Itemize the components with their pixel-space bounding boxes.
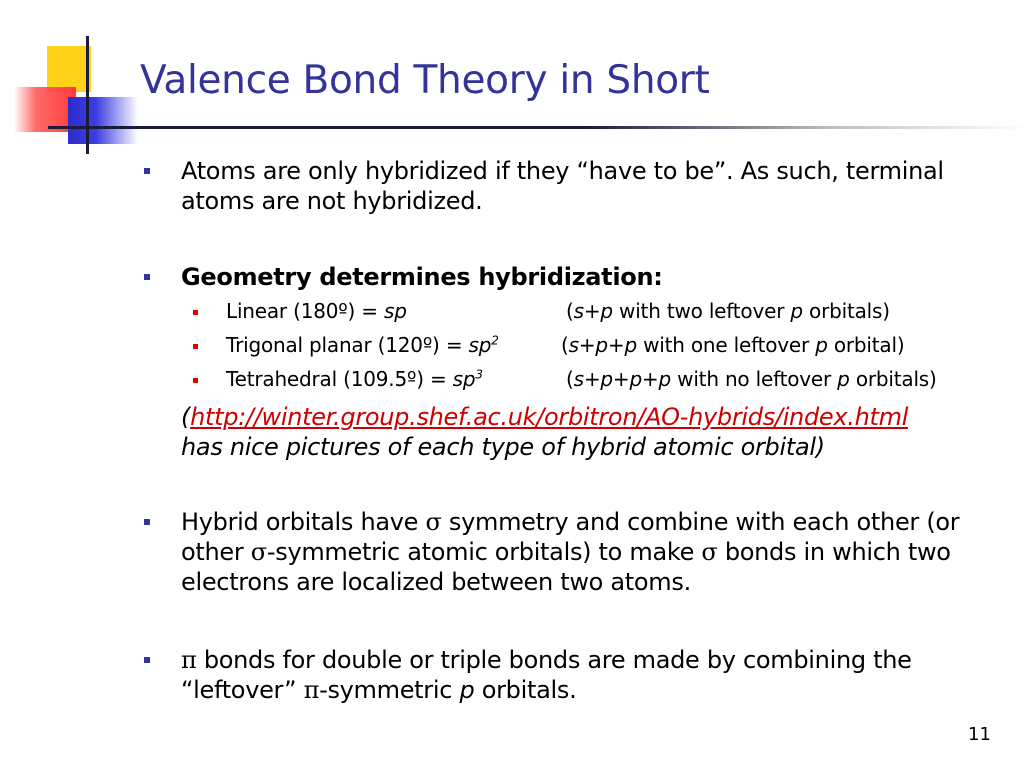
pi-symbol: π [181,646,197,674]
text-span: -symmetric atomic orbitals) to make [266,538,702,566]
logo-vertical-line [86,36,89,154]
orbital-description: (s+p with two leftover p orbitals) [566,299,890,323]
bullet-text-line: Atoms are only hybridized if they “have to be”. As such, terminal [181,157,944,185]
logo-blue-square [68,97,138,144]
sub-bullet-linear [226,298,890,324]
hybrid-label: sp [452,367,476,391]
bullet-text-line [181,675,1017,705]
logo-yellow-square [47,46,91,92]
geometry-label: Trigonal planar (120º) = [226,333,469,357]
bullet-marker [144,519,150,525]
text-span: other [181,538,251,566]
sub-bullet-tetrahedral [226,366,937,392]
text-span: “leftover” [181,676,304,704]
text-span: -symmetric [319,676,460,704]
bullet-text-sigma-bonds [181,507,1017,597]
text-span: orbitals. [474,676,577,704]
orbital-text: with no leftover [671,367,838,391]
bullet-text-hybridization-rule [181,156,1017,216]
orbital-p: p [837,367,850,391]
reference-note [181,402,908,462]
bullet-text-line [181,537,1017,567]
hybrid-label: sp [468,333,492,357]
sub-bullet-marker [193,310,198,315]
bullet-text-line [181,645,1017,675]
bullet-marker [144,274,150,280]
page-number: 11 [968,724,991,745]
hybrid-label: sp [384,299,407,323]
orbital-description: (s+p+p with one leftover p orbital) [561,333,905,357]
slide-title: Valence Bond Theory in Short [140,58,710,103]
sub-bullet-marker [193,344,198,349]
geometry-label: Linear (180º) = [226,299,384,323]
sub-bullet-marker [193,378,198,383]
orbital-tail: orbitals) [802,299,890,323]
sigma-symbol: σ [250,538,267,566]
bullet-text-pi-bonds [181,645,1017,705]
bullet-marker [144,657,150,663]
text-p-italic: p [459,676,475,704]
orbital-tail: orbitals) [849,367,937,391]
bullet-text-line [181,507,1017,537]
pi-symbol: π [303,676,320,704]
text-span: bonds for double or triple bonds are made by combining the [196,646,912,674]
orbitron-link[interactable]: http://winter.group.shef.ac.uk/orbitron/AO-hybrids/index.html [190,403,909,431]
open-paren: ( [181,403,191,431]
orbital-text: with one leftover [636,333,816,357]
orbital-p: p [790,299,803,323]
bullet-marker [144,168,150,174]
text-span: Hybrid orbitals have [181,508,426,536]
text-span: symmetry and combine with each other (or [441,508,960,536]
orbital-tail: orbital) [827,333,905,357]
geometry-label: Tetrahedral (109.5º) = [226,367,453,391]
reference-note-text: has nice pictures of each type of hybrid atomic orbital) [181,433,825,461]
sigma-symbol: σ [425,508,442,536]
orbital-description: (s+p+p+p with no leftover p orbitals) [566,367,937,391]
slide-logo-decoration [0,0,150,160]
orbital-combination: s+p+p+p [573,367,671,391]
sub-bullet-trigonal [226,332,905,358]
orbital-combination: s+p+p [568,333,637,357]
reference-link-line [181,402,908,432]
hybrid-superscript: 3 [475,367,483,382]
bullet-text-line: electrons are localized between two atoms. [181,568,691,596]
orbital-combination: s+p [573,299,613,323]
orbital-text: with two leftover [612,299,791,323]
bullet-heading-geometry [181,262,1017,292]
orbital-p: p [815,333,828,357]
hybrid-superscript: 2 [491,333,499,348]
text-span: bonds in which two [717,538,951,566]
sigma-symbol: σ [701,538,718,566]
title-underline [48,126,1024,129]
geometry-heading-text: Geometry determines hybridization: [181,263,663,291]
bullet-text-line: atoms are not hybridized. [181,187,483,215]
